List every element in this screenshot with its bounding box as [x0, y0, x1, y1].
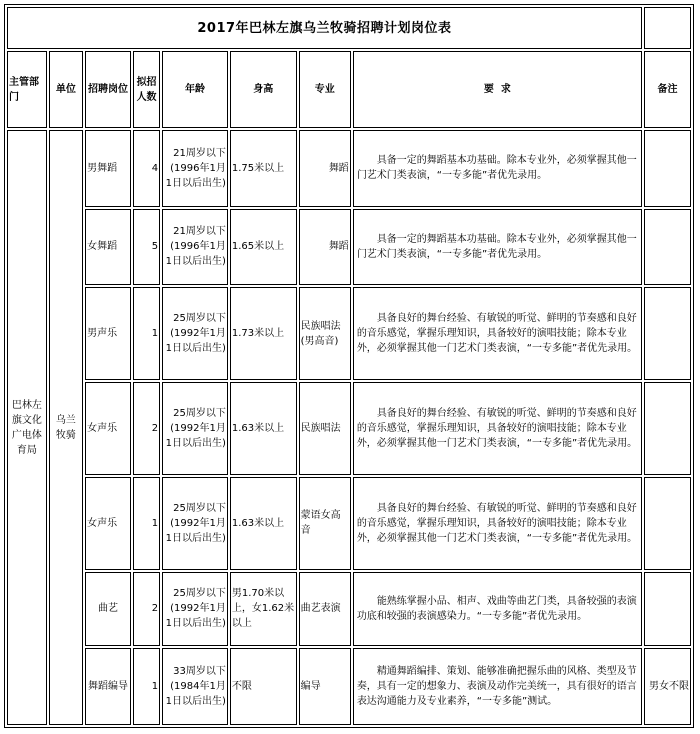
title-blank-cell — [644, 7, 691, 49]
header-post: 招聘岗位 — [85, 51, 131, 128]
major-cell: 曲艺表演 — [299, 572, 351, 647]
header-dept: 主管部门 — [7, 51, 47, 128]
age-cell: 21周岁以下(1996年1月1日以后出生) — [162, 209, 228, 286]
post-cell: 女声乐 — [85, 477, 131, 570]
post-cell: 男舞蹈 — [85, 130, 131, 207]
requirement-cell: 具备良好的舞台经验、有敏锐的听觉、鲜明的节奏感和良好的音乐感觉，掌握乐理知识，具备较好的演唱技能；除本专业外，必须掌握其他一门艺术门类表演，“一专多能”者优先录用。 — [353, 477, 642, 570]
count-cell: 4 — [133, 130, 160, 207]
recruitment-table-sheet — [4, 4, 694, 728]
major-cell: 编导 — [299, 648, 351, 725]
note-cell — [644, 209, 691, 286]
requirement-cell: 具备一定的舞蹈基本功基础。除本专业外，必须掌握其他一门艺术门类表演，“一专多能”者优先录用。 — [353, 209, 642, 286]
header-major: 专业 — [299, 51, 351, 128]
height-cell: 男1.70米以上，女1.62米以上 — [230, 572, 297, 647]
header-height: 身高 — [230, 51, 297, 128]
age-cell: 33周岁以下(1984年1月1日以后出生) — [162, 648, 228, 725]
header-note: 备注 — [644, 51, 691, 128]
count-cell: 5 — [133, 209, 160, 286]
height-cell: 1.75米以上 — [230, 130, 297, 207]
note-cell — [644, 572, 691, 647]
note-cell: 男女不限 — [644, 648, 691, 725]
count-cell: 1 — [133, 477, 160, 570]
count-cell: 1 — [133, 287, 160, 380]
table-row — [7, 572, 691, 647]
table-row — [7, 648, 691, 725]
age-cell: 25周岁以下(1992年1月1日以后出生) — [162, 572, 228, 647]
header-unit: 单位 — [49, 51, 83, 128]
post-cell: 曲艺 — [85, 572, 131, 647]
department-cell: 巴林左旗文化广电体育局 — [7, 130, 47, 725]
count-cell: 2 — [133, 572, 160, 647]
requirement-cell: 具备良好的舞台经验、有敏锐的听觉、鲜明的节奏感和良好的音乐感觉，掌握乐理知识，具备较好的演唱技能；除本专业外，必须掌握其他一门艺术门类表演，“一专多能”者优先录用。 — [353, 382, 642, 475]
height-cell: 1.63米以上 — [230, 382, 297, 475]
age-cell: 21周岁以下(1996年1月1日以后出生) — [162, 130, 228, 207]
page-title: 2017年巴林左旗乌兰牧骑招聘计划岗位表 — [7, 7, 642, 49]
table-row — [7, 287, 691, 380]
post-cell: 女舞蹈 — [85, 209, 131, 286]
table-row — [7, 130, 691, 207]
age-cell: 25周岁以下(1992年1月1日以后出生) — [162, 477, 228, 570]
age-cell: 25周岁以下(1992年1月1日以后出生) — [162, 287, 228, 380]
note-cell — [644, 287, 691, 380]
unit-cell: 乌兰牧骑 — [49, 130, 83, 725]
height-cell: 不限 — [230, 648, 297, 725]
header-req: 要 求 — [353, 51, 642, 128]
post-cell: 男声乐 — [85, 287, 131, 380]
post-cell: 舞蹈编导 — [85, 648, 131, 725]
age-cell: 25周岁以下(1992年1月1日以后出生) — [162, 382, 228, 475]
table-row — [7, 477, 691, 570]
table-row — [7, 209, 691, 286]
title-row — [7, 7, 691, 49]
height-cell: 1.73米以上 — [230, 287, 297, 380]
requirement-cell: 具备良好的舞台经验、有敏锐的听觉、鲜明的节奏感和良好的音乐感觉，掌握乐理知识，具备较好的演唱技能；除本专业外，必须掌握其他一门艺术门类表演，“一专多能”者优先录用。 — [353, 287, 642, 380]
post-cell: 女声乐 — [85, 382, 131, 475]
table-row — [7, 382, 691, 475]
major-cell: 蒙语女高音 — [299, 477, 351, 570]
requirement-cell: 能熟练掌握小品、相声、戏曲等曲艺门类，具备较强的表演功底和较强的表演感染力。“一专多能”者优先录用。 — [353, 572, 642, 647]
major-cell: 民族唱法(男高音) — [299, 287, 351, 380]
header-row — [7, 51, 691, 128]
requirement-cell: 具备一定的舞蹈基本功基础。除本专业外，必须掌握其他一门艺术门类表演，“一专多能”者优先录用。 — [353, 130, 642, 207]
note-cell — [644, 382, 691, 475]
height-cell: 1.63米以上 — [230, 477, 297, 570]
recruitment-table — [5, 5, 693, 727]
note-cell — [644, 130, 691, 207]
major-cell: 舞蹈 — [299, 209, 351, 286]
header-age: 年龄 — [162, 51, 228, 128]
count-cell: 1 — [133, 648, 160, 725]
note-cell — [644, 477, 691, 570]
height-cell: 1.65米以上 — [230, 209, 297, 286]
major-cell: 舞蹈 — [299, 130, 351, 207]
major-cell: 民族唱法 — [299, 382, 351, 475]
count-cell: 2 — [133, 382, 160, 475]
requirement-cell: 精通舞蹈编排、策划、能够准确把握乐曲的风格、类型及节奏，具有一定的想象力、表演及动作完美统一，具有很好的语言表达沟通能力及专业素养，“一专多能”测试。 — [353, 648, 642, 725]
header-count: 拟招人数 — [133, 51, 160, 128]
